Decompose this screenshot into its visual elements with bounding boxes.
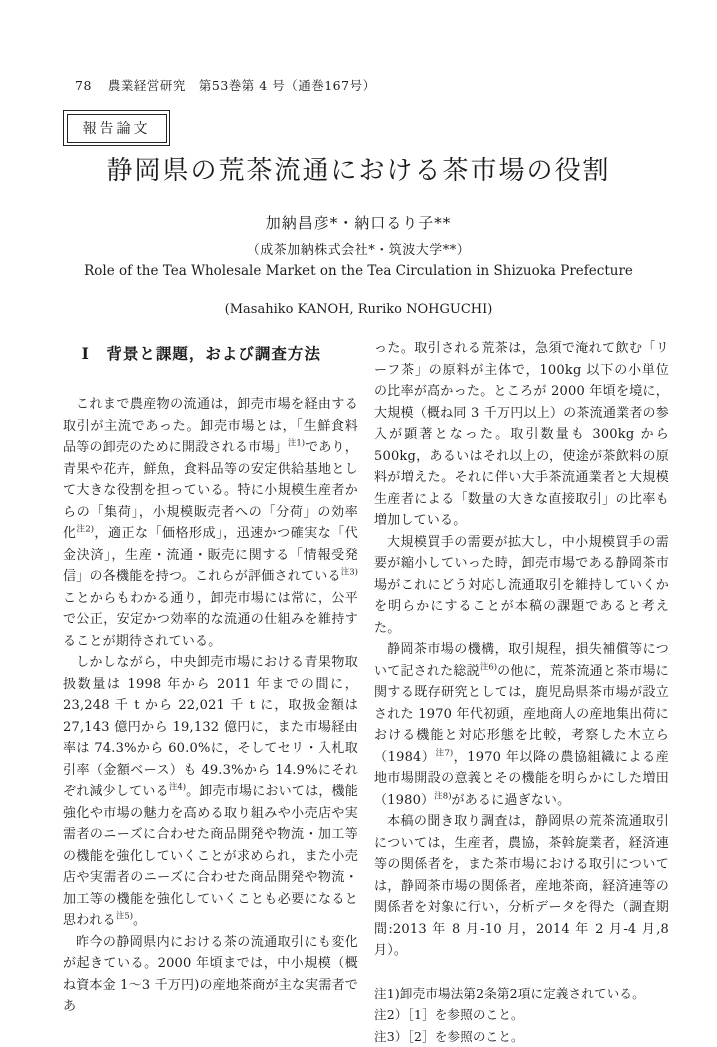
paragraph	[374, 338, 669, 532]
right-column	[374, 338, 669, 1047]
paragraph	[374, 811, 669, 962]
footnotes	[374, 983, 669, 1047]
footnote-marker: 注5)	[116, 912, 133, 922]
text-run: ，1970 年以降の農協組織による産地市場開設の意義とその機能を明らかにした増田（1980）	[374, 750, 669, 808]
left-column-paragraphs	[63, 394, 358, 1018]
section-heading: Ⅰ 背景と課題，および調査方法	[63, 342, 358, 364]
text-run: 昨今の静岡県内における茶の流通取引にも変化が起きている。2000 年頃までは，中小規模（概ね資本金 1～3 千万円)の産地茶商が主な実需者であ	[63, 935, 358, 1015]
footnote-item: 注1)卸売市場法第2条第2項に定義されている。	[374, 983, 669, 1005]
right-column-paragraphs	[374, 338, 669, 962]
authors-line: 加納昌彦*・納口るり子**	[40, 212, 677, 233]
left-column	[63, 338, 358, 1047]
text-run: であり，青果や花卉，鮮魚，食料品等の安定供給基地として大きな役割を担っている。特に小規模生産者からの「集荷」，小規模販売者への「分荷」の効率化	[63, 440, 358, 541]
text-run: これまで農産物の流通は，卸売市場を経由する取引が主流であった。卸売市場とは，「生鮮食料品等の卸売のために開設される市場」	[63, 397, 358, 455]
english-authors: (Masahiko KANOH, Ruriko NOHGUCHI)	[40, 302, 677, 317]
running-head	[75, 76, 376, 94]
paragraph	[63, 394, 358, 652]
text-run: 大規模買手の需要が拡大し，中小規模買手の需要が縮小していった時，卸売市場である静岡茶市場がこれにどう対応し流通取引を維持していくかを明らかにすることが本稿の課題であると考えた。	[374, 535, 669, 636]
text-run: ，適正な「価格形成」，迅速かつ確実な「代金決済」，生産・流通・販売に関する「情報受発信」の各機能を持つ。これらが評価されている	[63, 526, 358, 584]
journal-info: 農業経営研究 第53巻第 4 号（通巻167号）	[108, 78, 376, 93]
text-run: ことからもわかる通り，卸売市場には常に，公平で公正，安定かつ効率的な流通の仕組みを維持することが期待されている。	[63, 591, 358, 649]
content-columns	[63, 338, 669, 1047]
text-run: しかしながら，中央卸売市場における青果物取扱数量は 1998 年から 2011 年までの間に，23,248 千 t から 22,021 千 t に，取扱金額は 27,143 億円から 19,132 億円に，また市場経由率は 74.3%から 60.0%に，そしてセリ・入札取引率（金額ベース）も 49.3%から 14.9%にそれぞれ減少している	[63, 655, 358, 799]
paragraph	[63, 652, 358, 932]
paragraph	[63, 932, 358, 1018]
text-run: 静岡茶市場の機構，取引規程，損失補償等について記された総説	[374, 642, 669, 679]
report-type-badge-label: 報告論文	[67, 114, 167, 143]
footnote-item: 注3）［2］を参照のこと。	[374, 1026, 669, 1047]
english-title: Role of the Tea Wholesale Market on the Tea Circulation in Shizuoka Prefecture	[40, 263, 677, 279]
text-run: の他に，荒茶流通と茶市場に関する既存研究としては，鹿児島県茶市場が設立された 1970 年代初頭，産地商人の産地集出荷における機能と対応形態を比較，考察した木立ら（1984）	[374, 664, 669, 765]
footnote-marker: 注7)	[436, 748, 454, 758]
paper-title: 静岡県の荒茶流通における茶市場の役割	[40, 150, 677, 187]
affiliation-line: （成茶加納株式会社*・筑波大学**）	[40, 239, 677, 258]
paragraph	[374, 639, 669, 811]
text-run: があるに過ぎない。	[452, 793, 571, 808]
text-run: 本稿の聞き取り調査は，静岡県の荒茶流通取引については，生産者，農協，茶斡旋業者，経済連等の関係者を，また茶市場における取引については，静岡茶市場の関係者，産地茶商，経済連等の関係者を対象に行い，分析データを得た（調査期間:2013 年 8 月-10 月，2014 年 2 月-4 月,8 月）。	[374, 814, 669, 958]
text-run: 。	[133, 913, 146, 928]
page-number: 78	[75, 78, 92, 93]
report-type-badge	[63, 110, 170, 146]
footnote-marker: 注4)	[169, 783, 186, 793]
footnote-marker: 注8)	[434, 791, 451, 801]
footnote-marker: 注3)	[341, 568, 358, 578]
text-run: 。卸売市場においては，機能強化や市場の魅力を高める取り組みや小売店や実需者のニーズに合わせた商品開発や物流・加工等の機能を強化していくことが求められ，また小売店や実需者のニーズに合わせた商品開発や物流・加工等の機能を強化していくことも必要になると思われる	[63, 784, 358, 928]
footnote-marker: 注6)	[480, 662, 497, 672]
footnote-marker: 注1)	[288, 439, 305, 449]
paragraph	[374, 532, 669, 640]
footnote-marker: 注2)	[77, 525, 95, 535]
footnote-item: 注2）［1］を参照のこと。	[374, 1004, 669, 1026]
text-run: った。取引される荒茶は，急須で淹れて飲む「リーフ茶」の原料が主体で，100kg 以下の小単位の比率が高かった。ところが 2000 年頃を境に，大規模（概ね同 3 千万円以上）の茶流通業者の参入が顕著となった。取引数量も 300kg から 500kg，あるいはそれ以上の，使途が茶飲料の原料が増えた。それに伴い大手茶流通業者と大規模生産者による「数量の大きな直接取引」の比率も増加している。	[374, 341, 669, 528]
